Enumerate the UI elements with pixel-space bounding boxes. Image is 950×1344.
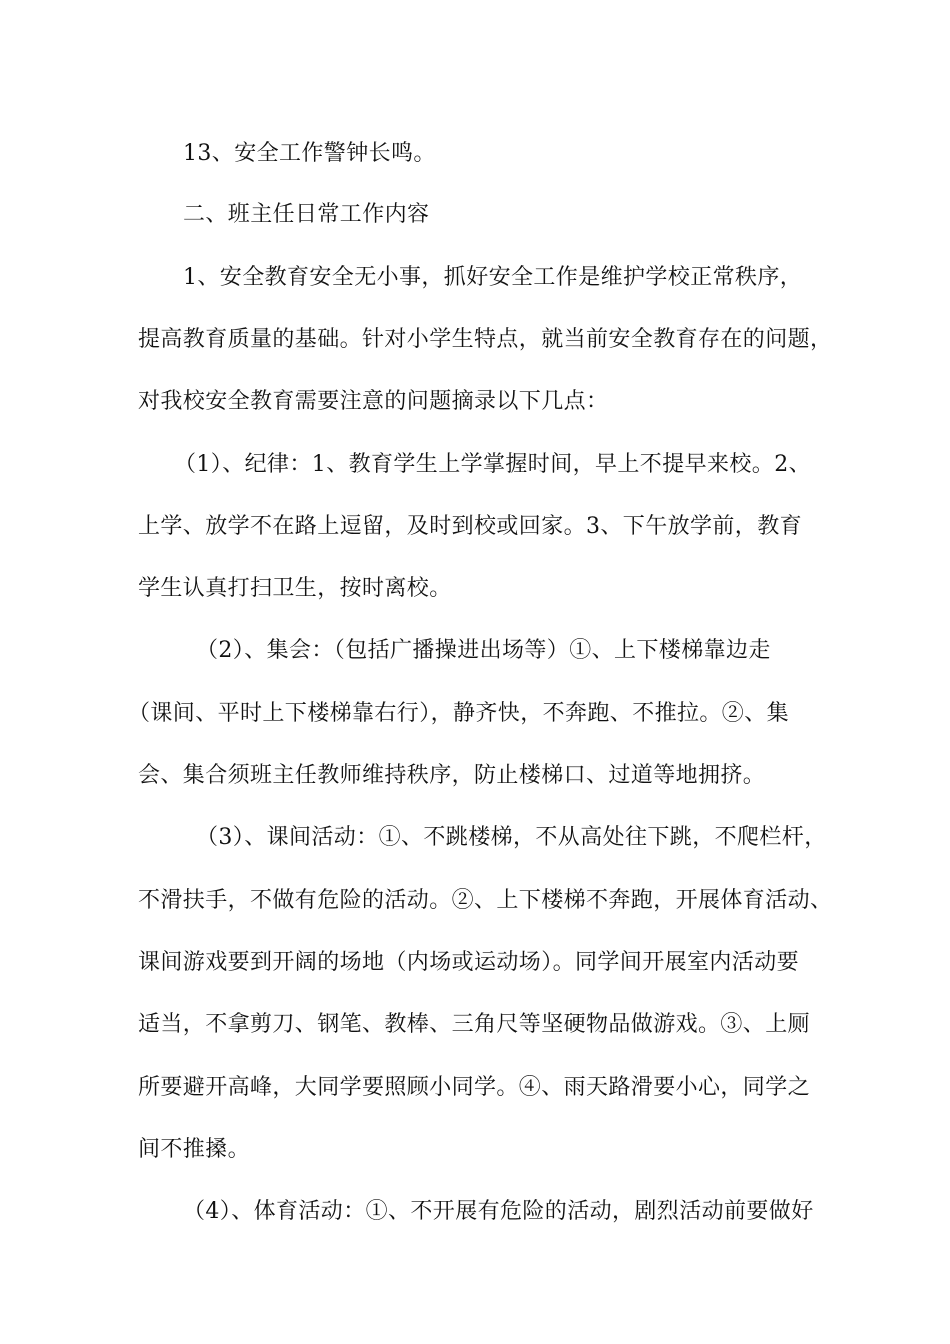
text-line: 间不推搡。 xyxy=(138,1137,251,1162)
text-line: 会、集合须班主任教师维持秩序，防止楼梯口、过道等地拥挤。 xyxy=(138,763,766,788)
text-line: 学生认真打扫卫生，按时离校。 xyxy=(138,576,452,601)
text-line: （2）、集会：（包括广播操进出场等）①、上下楼梯靠边走 xyxy=(196,638,771,663)
text-line: 不滑扶手，不做有危险的活动。②、上下楼梯不奔跑，开展体育活动、 xyxy=(138,888,833,913)
text-line: （1）、纪律：1、教育学生上学掌握时间，早上不提早来校。2、 xyxy=(174,452,811,477)
text-line: 1、安全教育安全无小事，抓好安全工作是维护学校正常秩序， xyxy=(183,265,803,290)
text-line: 课间游戏要到开阔的场地（内场或运动场）。同学间开展室内活动要 xyxy=(138,950,800,975)
text-line: 适当，不拿剪刀、钢笔、教棒、三角尺等坚硬物品做游戏。③、上厕 xyxy=(138,1012,811,1037)
text-line: （4）、体育活动：①、不开展有危险的活动，剧烈活动前要做好 xyxy=(183,1199,814,1224)
section-heading: 二、班主任日常工作内容 xyxy=(183,202,430,227)
text-line: 13、安全工作警钟长鸣。 xyxy=(183,141,436,166)
text-line: （课间、平时上下楼梯靠右行），静齐快，不奔跑、不推拉。②、集 xyxy=(128,701,790,726)
text-line: 上学、放学不在路上逗留，及时到校或回家。3、下午放学前，教育 xyxy=(138,514,802,539)
text-line: 对我校安全教育需要注意的问题摘录以下几点： xyxy=(138,389,609,414)
text-line: （3）、课间活动：①、不跳楼梯，不从高处往下跳，不爬栏杆， xyxy=(196,825,827,850)
text-line: 所要避开高峰，大同学要照顾小同学。④、雨天路滑要小心，同学之 xyxy=(138,1075,811,1100)
text-line: 提高教育质量的基础。针对小学生特点，就当前安全教育存在的问题， xyxy=(138,327,833,352)
